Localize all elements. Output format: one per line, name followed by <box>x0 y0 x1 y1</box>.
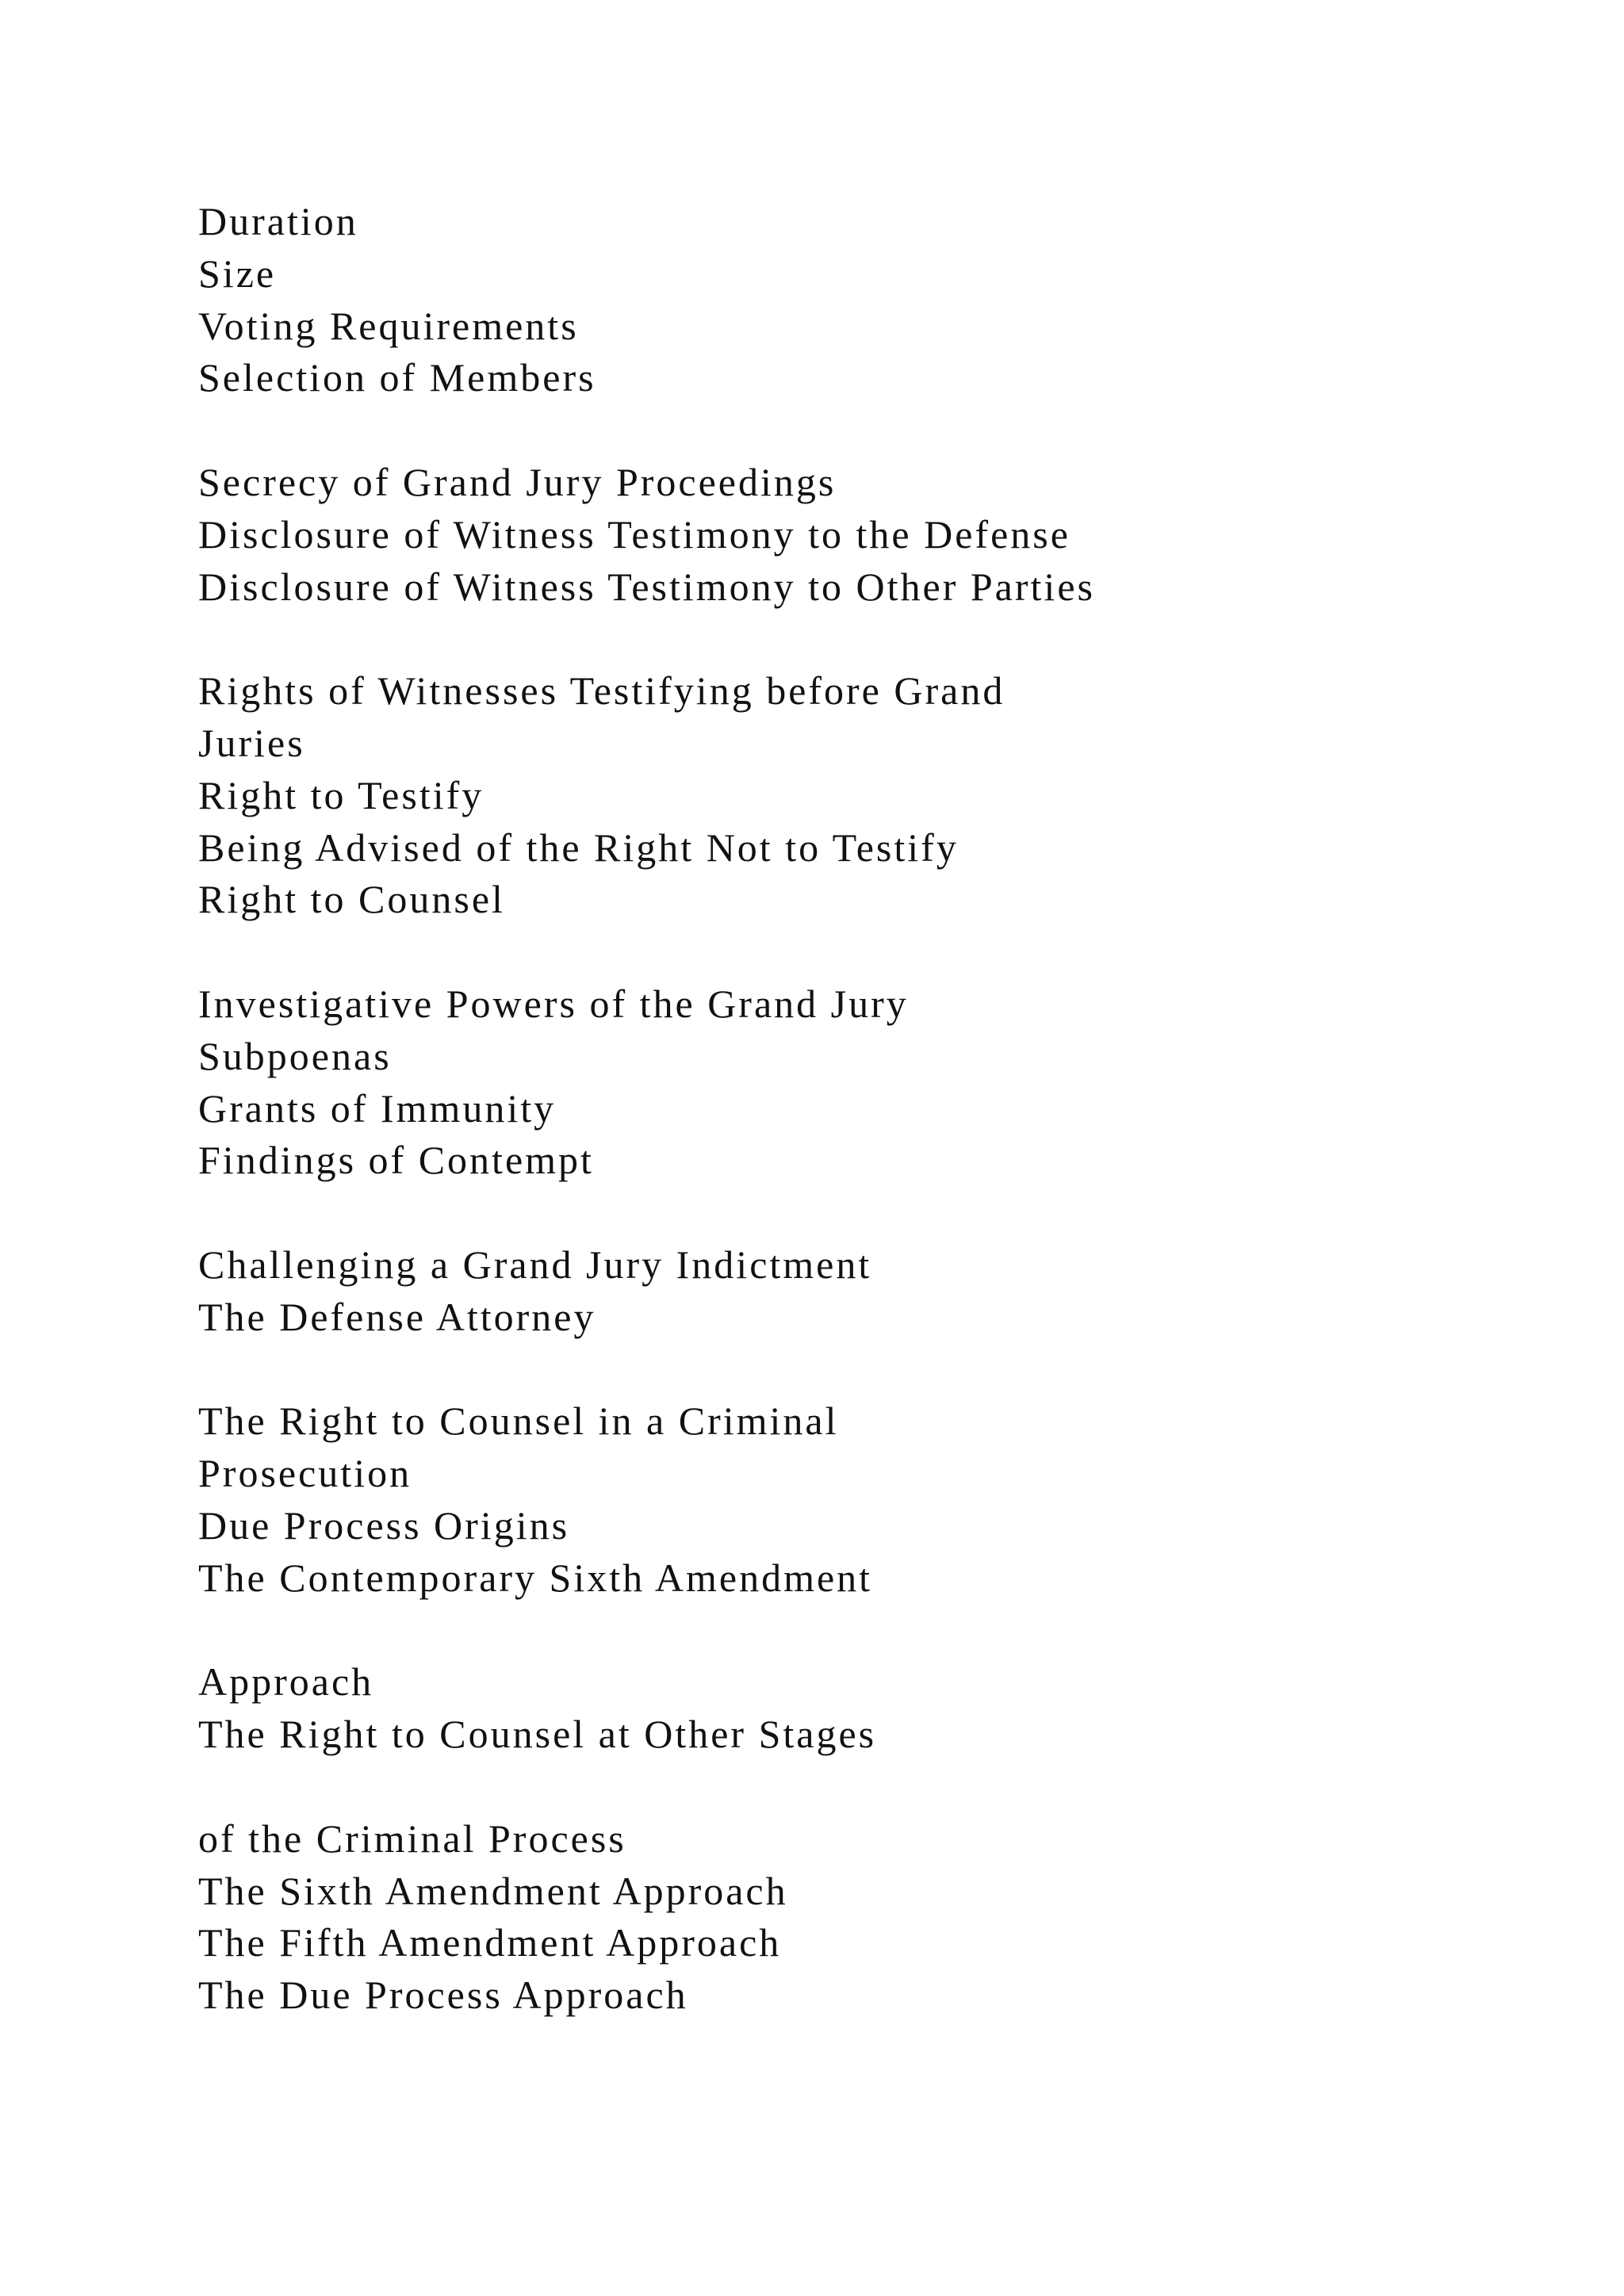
text-line: Grants of Immunity <box>198 1085 557 1131</box>
text-line: Right to Testify <box>198 772 485 817</box>
text-line: Disclosure of Witness Testimony to the Defense <box>198 511 1071 557</box>
text-line: Juries <box>198 720 305 765</box>
text-line: The Right to Counsel in a Criminal <box>198 1399 839 1444</box>
text-line: Challenging a Grand Jury Indictment <box>198 1242 872 1287</box>
text-line: The Right to Counsel at Other Stages <box>198 1712 877 1757</box>
text-line: The Defense Attorney <box>198 1294 596 1339</box>
document-text <box>198 196 1546 2022</box>
text-line: Prosecution <box>198 1451 412 1496</box>
text-line: Right to Counsel <box>198 877 505 922</box>
text-line: of the Criminal Process <box>198 1816 626 1861</box>
blank-line <box>198 1761 1546 1813</box>
text-line: The Sixth Amendment Approach <box>198 1868 788 1913</box>
blank-line <box>198 404 1546 457</box>
text-line: Voting Requirements <box>198 303 579 348</box>
blank-line <box>198 926 1546 978</box>
text-line: Being Advised of the Right Not to Testify <box>198 825 959 870</box>
text-line: Findings of Contempt <box>198 1138 594 1183</box>
text-line: Size <box>198 251 277 296</box>
text-line: The Fifth Amendment Approach <box>198 1920 782 1965</box>
blank-line <box>198 1344 1546 1396</box>
text-line: Duration <box>198 199 358 243</box>
text-line: Disclosure of Witness Testimony to Other Parties <box>198 564 1095 609</box>
text-line: Approach <box>198 1659 374 1705</box>
text-line: The Contemporary Sixth Amendment <box>198 1555 873 1600</box>
blank-line <box>198 1605 1546 1657</box>
text-line: Investigative Powers of the Grand Jury <box>198 981 909 1026</box>
blank-line <box>198 1187 1546 1239</box>
text-line: Selection of Members <box>198 355 596 400</box>
text-line: Due Process Origins <box>198 1502 570 1548</box>
text-line: The Due Process Approach <box>198 1973 688 2018</box>
text-line: Rights of Witnesses Testifying before Grand <box>198 668 1005 714</box>
blank-line <box>198 613 1546 665</box>
text-line: Subpoenas <box>198 1033 392 1078</box>
text-line: Secrecy of Grand Jury Proceedings <box>198 459 837 504</box>
